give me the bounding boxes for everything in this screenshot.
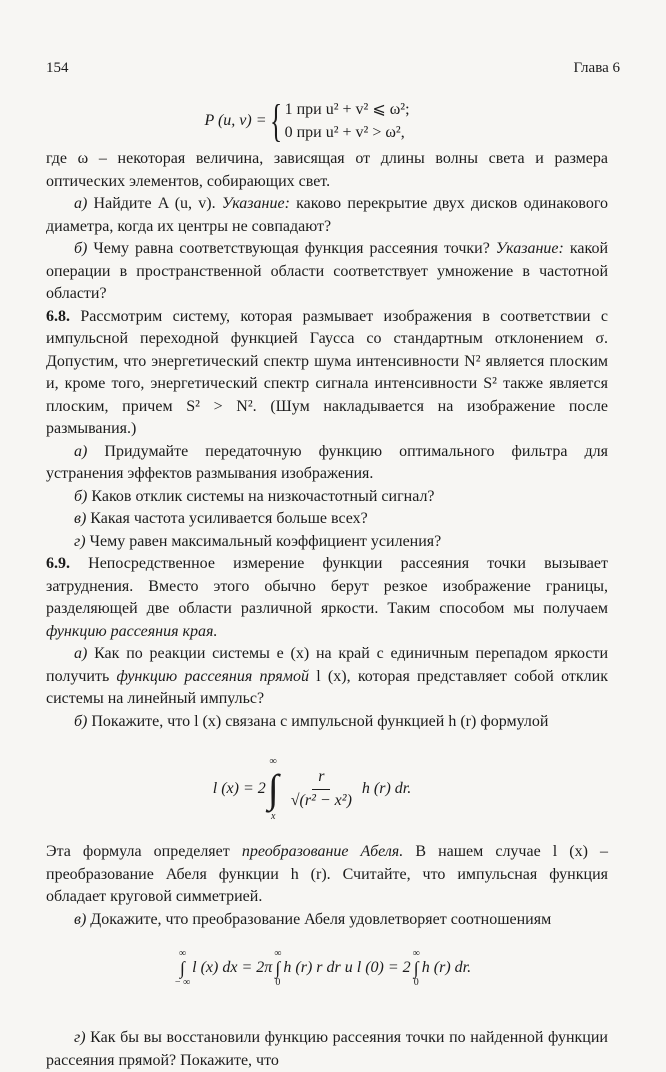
item-label: г) <box>74 532 86 550</box>
item-6-9a <box>46 643 608 711</box>
term-2: h (r) r dr и l (0) = 2 <box>283 958 411 976</box>
item-6-8c <box>46 508 608 531</box>
problem-text: Непосредственное измерение функции рассеяния точки вызывает затруднения. Вместо этого обычно берут резкое изображение границы, разделяющей две области различной яркости. Таким способом мы получаем <box>46 555 608 617</box>
item-6-7b <box>46 238 608 306</box>
equation-lhs: P (u, v) = <box>204 111 267 129</box>
item-label: б) <box>74 487 88 505</box>
lower-limit: − ∞ <box>174 977 191 988</box>
paragraph-text: Эта формула определяет <box>46 843 242 860</box>
equation-abel <box>16 741 608 837</box>
item-6-7a <box>46 193 608 238</box>
paragraph-omega: где ω – некоторая величина, зависящая от длины волны света и размера оптических элементов, собирающих свет. <box>46 150 608 190</box>
integral-2 <box>274 948 281 988</box>
item-label: а) <box>74 442 88 460</box>
item-label: г) <box>74 1029 86 1046</box>
item-6-9c <box>46 909 608 932</box>
hint-label: Указание: <box>221 195 290 212</box>
term: преобразование Абеля. <box>241 843 404 860</box>
integral-1 <box>175 948 190 988</box>
lower-limit: 0 <box>413 977 419 988</box>
equation-rhs: h (r) dr. <box>361 779 412 797</box>
upper-limit: ∞ <box>274 948 282 959</box>
item-text: Чему равен максимальный коэффициент усиления? <box>85 532 442 550</box>
problem-6-9 <box>46 553 608 643</box>
page-content <box>46 94 608 1072</box>
item-text: Как по реакции системы e (x) на край с единичным перепадом яркости получить <box>46 645 608 685</box>
paragraph-rest: В нашем случае l (x) – преобразование Абеля функции h (r). Считайте, что импульсная функция обладает круговой симметрией. <box>46 843 609 905</box>
page-number: 154 <box>46 60 69 76</box>
fraction <box>285 766 358 812</box>
integral <box>268 756 279 822</box>
item-text: Найдите A (u, v). <box>87 195 222 212</box>
problem-6-8 <box>46 306 608 441</box>
integral-sign: ∫ <box>267 766 279 811</box>
item-6-9b <box>46 711 608 734</box>
item-text: Покажите, что l (x) связана с импульсной функцией h (r) формулой <box>87 712 549 730</box>
problem-text: Рассмотрим систему, которая размывает изображения в соответствии с импульсной переходной функцией Гаусса со стандартным отклонением σ. Допустим, что энергетический спектр шума интенсивности N² является плоским и, кроме того, энергетический спектр сигнала интенсивности S² также является плоским, причем S² > N². (Шум накладывается на изображение после размывания.) <box>46 307 608 437</box>
integral-sign: ∫ <box>275 958 281 978</box>
item-text: Каков отклик системы на низкочастотный сигнал? <box>87 487 435 505</box>
paragraph-abel <box>46 841 608 909</box>
item-6-9d <box>46 1027 608 1072</box>
term-1: l (x) dx = 2π <box>192 958 273 976</box>
vertical-gap <box>46 1005 608 1027</box>
numerator: r <box>312 766 330 790</box>
integral-3 <box>413 948 420 988</box>
item-rest: l (x), которая представляет собой отклик системы на линейный импульс? <box>46 667 608 707</box>
item-label: а) <box>74 195 88 212</box>
upper-limit: ∞ <box>269 756 277 767</box>
equation-p-definition <box>6 94 608 148</box>
lower-limit: 0 <box>275 977 281 988</box>
case-2: 0 при u² + v² > ω², <box>284 124 405 141</box>
problem-label: 6.9. <box>46 555 70 572</box>
integral-sign: ∫ <box>413 958 419 978</box>
item-6-8a <box>46 441 608 486</box>
term-3: h (r) dr. <box>421 958 472 976</box>
upper-limit: ∞ <box>178 948 187 959</box>
term: функцию рассеяния прямой <box>116 667 309 685</box>
item-label: а) <box>74 645 88 662</box>
problem-label: 6.8. <box>46 307 70 325</box>
item-rest: каково перекрытие двух дисков одинакового диаметра, когда их центры не совпадают? <box>46 195 609 235</box>
denominator: √(r² − x²) <box>290 791 352 809</box>
integral-sign: ∫ <box>180 958 185 978</box>
hint-label: Указание: <box>495 240 564 257</box>
item-6-8d <box>46 531 608 554</box>
item-text: Какая частота усиливается больше всех? <box>86 510 368 527</box>
equation-cases <box>285 98 410 144</box>
item-text: Чему равна соответствующая функция рассеяния точки? <box>87 240 496 257</box>
equation-lhs: l (x) = 2 <box>212 779 266 797</box>
item-label: б) <box>74 240 88 257</box>
chapter-title: Глава 6 <box>573 60 620 76</box>
item-text: Придумайте передаточную функцию оптимального фильтра для устранения эффектов размывания изображения. <box>46 442 608 482</box>
item-6-8b <box>46 486 608 509</box>
lower-limit: x <box>271 811 276 822</box>
item-rest: какой операции в пространственной области соответствует умножение в частотной области? <box>46 240 609 302</box>
item-text: Как бы вы восстановили функцию рассеяния точки по найденной функции рассеяния прямой? Покажите, что <box>46 1029 608 1069</box>
term: функцию рассеяния края. <box>46 622 218 640</box>
brace: { <box>269 95 282 146</box>
item-label: в) <box>74 910 87 928</box>
item-text: Докажите, что преобразование Абеля удовлетворяет соотношениям <box>86 910 552 928</box>
equation-relations <box>36 937 608 999</box>
case-1: 1 при u² + v² ⩽ ω²; <box>284 101 410 118</box>
item-label: б) <box>74 712 88 730</box>
item-label: в) <box>74 510 87 527</box>
upper-limit: ∞ <box>412 948 420 959</box>
